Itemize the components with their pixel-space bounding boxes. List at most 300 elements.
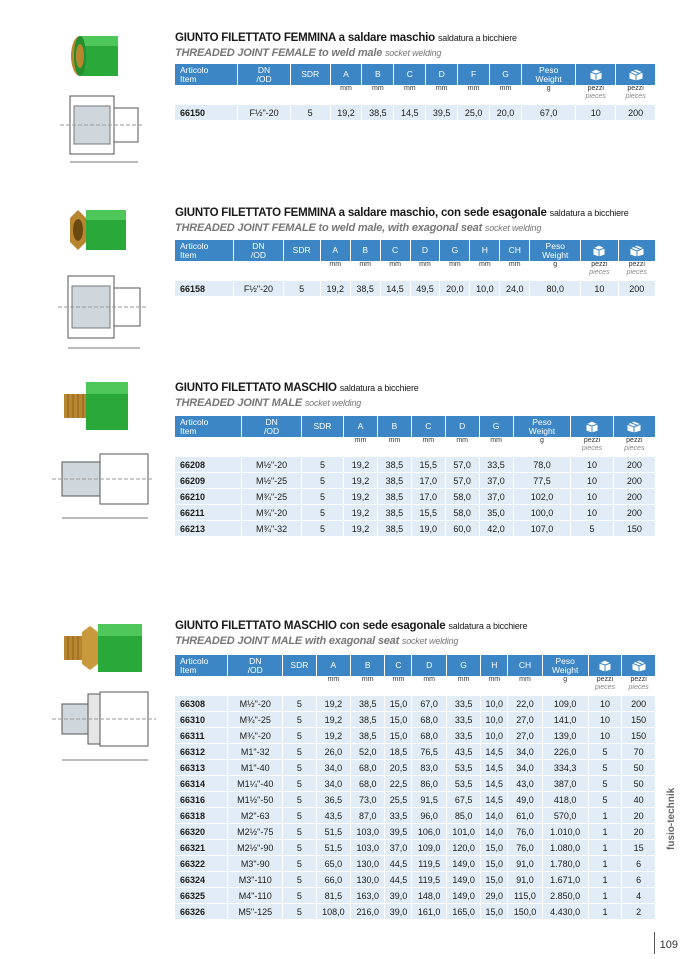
table-cell: 70 xyxy=(622,744,655,760)
table-cell: M¾"-20 xyxy=(228,728,282,744)
table-cell: 4.430,0 xyxy=(543,904,588,920)
table-cell: 25,5 xyxy=(385,792,411,808)
table-cell: 141,0 xyxy=(543,712,588,728)
table-cell: 15 xyxy=(622,840,655,856)
unit-label: mm xyxy=(359,261,371,268)
table-cell: 68,0 xyxy=(412,728,445,744)
table-cell: 5 xyxy=(302,473,343,489)
unit-label xyxy=(175,85,237,105)
section-title: GIUNTO FILETTATO MASCHIO saldatura a bicchiere xyxy=(175,382,419,394)
pieces-label: pezzi pieces xyxy=(581,437,603,452)
table-cell: 67,0 xyxy=(522,105,575,121)
table-cell: 81,5 xyxy=(317,888,350,904)
column-header: SDR xyxy=(283,655,316,676)
table-cell: 149,0 xyxy=(447,856,480,872)
table-cell: 5 xyxy=(589,792,622,808)
table-cell: 10 xyxy=(571,457,612,473)
table-cell: M3"-110 xyxy=(228,872,282,888)
table-cell: 106,0 xyxy=(412,824,445,840)
table-cell: 5 xyxy=(283,792,316,808)
column-header: Peso Weight xyxy=(514,416,571,437)
table-cell: 39,0 xyxy=(385,904,411,920)
table-row xyxy=(175,888,655,904)
pieces-label: pezzi pieces xyxy=(625,85,646,100)
table-cell: 39,5 xyxy=(426,105,457,121)
table-row xyxy=(175,856,655,872)
table-cell: 39,0 xyxy=(385,888,411,904)
table-cell: M3"-90 xyxy=(228,856,282,872)
table-cell: 1 xyxy=(589,904,622,920)
table-cell: 22,0 xyxy=(508,696,541,712)
table-cell: 38,5 xyxy=(378,473,411,489)
table-cell: 66316 xyxy=(175,792,227,808)
table-header-row xyxy=(175,240,655,261)
table-cell: 226,0 xyxy=(543,744,588,760)
unit-label: g xyxy=(540,437,544,444)
table-cell: 150,0 xyxy=(508,904,541,920)
table-row xyxy=(175,792,655,808)
table-cell: 334,3 xyxy=(543,760,588,776)
column-header: G xyxy=(440,240,469,261)
section-subtitle: THREADED JOINT MALE socket welding xyxy=(175,397,362,409)
column-header: SDR xyxy=(302,416,343,437)
table-cell: 66150 xyxy=(175,105,237,121)
units-row xyxy=(175,261,655,281)
table-cell: 20 xyxy=(622,824,655,840)
spec-table xyxy=(174,416,656,537)
pieces-label: pezzi pieces xyxy=(626,261,647,276)
table-cell: 5 xyxy=(283,808,316,824)
table-cell: 5 xyxy=(283,696,316,712)
table-cell: 200 xyxy=(614,473,655,489)
table-cell: 43,0 xyxy=(508,776,541,792)
table-cell: 19,2 xyxy=(344,457,377,473)
table-cell: 6 xyxy=(622,872,655,888)
table-row xyxy=(175,521,655,537)
units-row xyxy=(175,85,655,105)
table-cell: M¾"-25 xyxy=(228,712,282,728)
column-header: A xyxy=(331,64,362,85)
pieces-label: pezzi pieces xyxy=(624,437,645,452)
table-cell: 66324 xyxy=(175,872,227,888)
table-cell: 10,0 xyxy=(481,712,507,728)
table-cell: 44,5 xyxy=(385,856,411,872)
table-row xyxy=(175,760,655,776)
unit-label: mm xyxy=(389,261,401,268)
table-cell: 5 xyxy=(283,840,316,856)
column-header: Articolo Item xyxy=(175,416,241,437)
table-cell: 52,0 xyxy=(351,744,384,760)
table-cell: 33,5 xyxy=(480,457,513,473)
unit-label: g xyxy=(546,85,551,92)
unit-label: mm xyxy=(372,85,384,92)
unit-label: mm xyxy=(422,437,435,444)
table-cell: 68,0 xyxy=(351,776,384,792)
column-header: DN /OD xyxy=(234,240,282,261)
unit-label: mm xyxy=(519,676,531,683)
table-cell: 34,0 xyxy=(508,744,541,760)
table-cell: 103,0 xyxy=(351,824,384,840)
column-header: D xyxy=(411,240,440,261)
table-cell: 49,5 xyxy=(411,281,440,297)
table-cell: 38,5 xyxy=(351,696,384,712)
table-row xyxy=(175,872,655,888)
table-cell: 85,0 xyxy=(447,808,480,824)
table-cell: 66311 xyxy=(175,728,227,744)
unit-label: mm xyxy=(419,261,431,268)
table-cell: 51,5 xyxy=(317,840,350,856)
table-cell: 68,0 xyxy=(412,712,445,728)
table-cell: 14,5 xyxy=(481,744,507,760)
table-cell: 43,5 xyxy=(317,808,350,824)
unit-label: mm xyxy=(490,437,502,444)
table-cell: 10,0 xyxy=(481,728,507,744)
table-cell: 200 xyxy=(619,281,655,297)
table-cell: M5"-125 xyxy=(228,904,282,920)
unit-label xyxy=(283,676,316,696)
table-row xyxy=(175,712,655,728)
unit-label: mm xyxy=(340,85,352,92)
table-cell: 150 xyxy=(622,712,655,728)
table-cell: 107,0 xyxy=(514,521,571,537)
table-cell: 58,0 xyxy=(446,505,479,521)
table-cell: 27,0 xyxy=(508,728,541,744)
table-cell: 119,5 xyxy=(412,872,445,888)
table-cell: 42,0 xyxy=(480,521,513,537)
unit-label: mm xyxy=(392,676,405,683)
table-cell: 19,2 xyxy=(317,712,350,728)
unit-label: mm xyxy=(467,85,480,92)
table-cell: 216,0 xyxy=(351,904,384,920)
table-cell: 20 xyxy=(622,808,655,824)
table-cell: 35,0 xyxy=(480,505,513,521)
column-header: Peso Weight xyxy=(522,64,575,85)
table-cell: 38,5 xyxy=(351,712,384,728)
table-cell: 570,0 xyxy=(543,808,588,824)
table-cell: 37,0 xyxy=(480,489,513,505)
table-cell: 200 xyxy=(616,105,655,121)
table-cell: 19,2 xyxy=(344,489,377,505)
table-cell: 44,5 xyxy=(385,872,411,888)
table-cell: 14,0 xyxy=(481,824,507,840)
units-row xyxy=(175,437,655,457)
brand-label: fusio-technik xyxy=(666,787,677,850)
table-cell: 119,5 xyxy=(412,856,445,872)
table-cell: 5 xyxy=(283,744,316,760)
table-cell: F½"-20 xyxy=(234,281,282,297)
table-cell: 96,0 xyxy=(412,808,445,824)
table-cell: 66209 xyxy=(175,473,241,489)
unit-label xyxy=(228,676,282,696)
table-cell: 5 xyxy=(589,776,622,792)
table-cell: 14,5 xyxy=(394,105,425,121)
table-cell: 33,5 xyxy=(447,712,480,728)
table-cell: 10 xyxy=(571,505,612,521)
table-cell: 1 xyxy=(589,856,622,872)
table-cell: 27,0 xyxy=(508,712,541,728)
table-cell: 1.080,0 xyxy=(543,840,588,856)
column-header: D xyxy=(446,416,479,437)
table-cell: M¾"-32 xyxy=(242,521,301,537)
table-cell: 10 xyxy=(571,473,612,489)
table-cell: 57,0 xyxy=(446,473,479,489)
table-cell: 38,5 xyxy=(378,505,411,521)
table-cell: 5 xyxy=(302,505,343,521)
table-cell: 19,2 xyxy=(344,505,377,521)
table-cell: 50 xyxy=(622,776,655,792)
table-cell: 15,5 xyxy=(412,457,445,473)
column-header: D xyxy=(412,655,445,676)
unit-label: g xyxy=(563,676,568,683)
table-cell: 29,0 xyxy=(481,888,507,904)
section-subtitle: THREADED JOINT MALE with exagonal seat socket welding xyxy=(175,635,459,647)
section-title: GIUNTO FILETTATO FEMMINA a saldare maschio, con sede esagonale saldatura a bicchiere xyxy=(175,207,629,219)
table-cell: 15,0 xyxy=(481,872,507,888)
section-title: GIUNTO FILETTATO FEMMINA a saldare maschio saldatura a bicchiere xyxy=(175,32,517,44)
table-row xyxy=(175,473,655,489)
table-cell: 15,0 xyxy=(385,712,411,728)
table-cell: 5 xyxy=(302,489,343,505)
unit-label xyxy=(291,85,330,105)
table-cell: 14,5 xyxy=(381,281,410,297)
fitting-photo xyxy=(64,204,136,256)
column-header: Articolo Item xyxy=(175,655,227,676)
table-row xyxy=(175,281,655,297)
table-cell: 17,0 xyxy=(412,489,445,505)
table-cell: 66308 xyxy=(175,696,227,712)
pieces-label: pezzi pieces xyxy=(585,85,606,100)
table-cell: 66210 xyxy=(175,489,241,505)
table-cell: 18,5 xyxy=(385,744,411,760)
table-cell: 76,5 xyxy=(412,744,445,760)
table-cell: 15,0 xyxy=(481,840,507,856)
table-cell: 14,0 xyxy=(481,808,507,824)
table-cell: 66213 xyxy=(175,521,241,537)
table-cell: 15,0 xyxy=(481,904,507,920)
column-header: B xyxy=(351,655,384,676)
table-cell: 86,0 xyxy=(412,776,445,792)
table-cell: M2½"-75 xyxy=(228,824,282,840)
table-cell: 38,5 xyxy=(362,105,393,121)
table-cell: 200 xyxy=(622,696,655,712)
table-cell: 38,5 xyxy=(378,457,411,473)
table-cell: 149,0 xyxy=(447,888,480,904)
table-cell: 49,0 xyxy=(508,792,541,808)
table-cell: 2.850,0 xyxy=(543,888,588,904)
table-cell: 34,0 xyxy=(317,760,350,776)
table-cell: 66318 xyxy=(175,808,227,824)
page-number: 109 xyxy=(659,939,678,951)
unit-label: mm xyxy=(435,85,448,92)
table-cell: M1"-40 xyxy=(228,760,282,776)
column-header: Articolo Item xyxy=(175,64,237,85)
unit-label: mm xyxy=(499,85,512,92)
section-title: GIUNTO FILETTATO MASCHIO con sede esagonale saldatura a bicchiere xyxy=(175,620,528,632)
unit-label xyxy=(284,261,320,281)
table-cell: 80,0 xyxy=(530,281,580,297)
table-cell: 14,5 xyxy=(481,792,507,808)
table-cell: 67,5 xyxy=(447,792,480,808)
column-header: A xyxy=(344,416,377,437)
column-header: D xyxy=(426,64,457,85)
unit-label: mm xyxy=(361,676,374,683)
table-cell: 91,0 xyxy=(508,856,541,872)
unit-label xyxy=(238,85,290,105)
table-row xyxy=(175,457,655,473)
table-cell: M½"-20 xyxy=(228,696,282,712)
table-cell: 148,0 xyxy=(412,888,445,904)
pieces-label: pezzi pieces xyxy=(628,676,649,691)
table-row xyxy=(175,840,655,856)
table-cell: 66326 xyxy=(175,904,227,920)
table-cell: 66320 xyxy=(175,824,227,840)
table-cell: 66321 xyxy=(175,840,227,856)
table-cell: 1 xyxy=(589,840,622,856)
table-cell: 109,0 xyxy=(543,696,588,712)
units-row xyxy=(175,676,655,696)
unit-label xyxy=(175,437,241,457)
column-header: Articolo Item xyxy=(175,240,233,261)
table-cell: 10 xyxy=(589,712,622,728)
table-cell: 38,5 xyxy=(378,521,411,537)
table-cell: 200 xyxy=(614,457,655,473)
table-cell: 5 xyxy=(283,712,316,728)
table-cell: M½"-20 xyxy=(242,457,301,473)
pieces-icon-header xyxy=(571,416,612,437)
table-cell: 53,5 xyxy=(447,776,480,792)
table-header-row xyxy=(175,416,655,437)
column-header: CH xyxy=(500,240,529,261)
table-cell: 1 xyxy=(589,888,622,904)
table-cell: 66325 xyxy=(175,888,227,904)
table-cell: 61,0 xyxy=(508,808,541,824)
table-cell: 39,5 xyxy=(385,824,411,840)
table-cell: 51,5 xyxy=(317,824,350,840)
section-subtitle: THREADED JOINT FEMALE to weld male socket welding xyxy=(175,47,442,59)
table-cell: 165,0 xyxy=(447,904,480,920)
table-cell: 5 xyxy=(291,105,330,121)
table-cell: 5 xyxy=(283,872,316,888)
table-cell: 10 xyxy=(576,105,615,121)
table-cell: 33,5 xyxy=(447,728,480,744)
table-cell: 91,5 xyxy=(412,792,445,808)
table-cell: 115,0 xyxy=(508,888,541,904)
page-divider xyxy=(654,932,655,954)
column-header: C xyxy=(385,655,411,676)
table-cell: 102,0 xyxy=(514,489,571,505)
unit-label: mm xyxy=(456,437,469,444)
unit-label: mm xyxy=(354,437,367,444)
fitting-photo xyxy=(64,30,134,82)
table-cell: 1 xyxy=(589,872,622,888)
table-cell: 4 xyxy=(622,888,655,904)
column-header: A xyxy=(317,655,350,676)
table-cell: 10 xyxy=(571,489,612,505)
technical-drawing xyxy=(40,88,150,170)
table-cell: 5 xyxy=(284,281,320,297)
table-cell: M2"-63 xyxy=(228,808,282,824)
table-cell: M½"-25 xyxy=(242,473,301,489)
unit-label xyxy=(175,261,233,281)
table-cell: 130,0 xyxy=(351,872,384,888)
table-cell: 66158 xyxy=(175,281,233,297)
table-cell: 6 xyxy=(622,856,655,872)
table-row xyxy=(175,696,655,712)
table-cell: 67,0 xyxy=(412,696,445,712)
table-cell: M¾"-25 xyxy=(242,489,301,505)
table-cell: 25,0 xyxy=(458,105,489,121)
table-cell: 1.671,0 xyxy=(543,872,588,888)
table-cell: 15,5 xyxy=(412,505,445,521)
table-cell: 22,5 xyxy=(385,776,411,792)
table-cell: 19,2 xyxy=(317,696,350,712)
column-header: SDR xyxy=(291,64,330,85)
table-cell: 34,0 xyxy=(508,760,541,776)
column-header: C xyxy=(394,64,425,85)
table-cell: 5 xyxy=(589,744,622,760)
table-header-row xyxy=(175,655,655,676)
table-cell: 10,0 xyxy=(470,281,499,297)
column-header: SDR xyxy=(284,240,320,261)
column-header: DN /OD xyxy=(242,416,301,437)
unit-label: mm xyxy=(388,437,401,444)
table-cell: 5 xyxy=(283,760,316,776)
table-cell: M1¼"-40 xyxy=(228,776,282,792)
unit-label: mm xyxy=(508,261,521,268)
table-cell: M1½"-50 xyxy=(228,792,282,808)
table-cell: 19,2 xyxy=(344,473,377,489)
table-row xyxy=(175,904,655,920)
column-header: DN /OD xyxy=(238,64,290,85)
table-cell: 20,5 xyxy=(385,760,411,776)
carton-icon-header xyxy=(622,655,655,676)
table-cell: 19,2 xyxy=(344,521,377,537)
table-cell: 38,5 xyxy=(351,728,384,744)
table-cell: 53,5 xyxy=(447,760,480,776)
pieces-label: pezzi pieces xyxy=(589,261,610,276)
table-cell: 68,0 xyxy=(351,760,384,776)
unit-label: mm xyxy=(329,261,342,268)
table-cell: 10 xyxy=(581,281,617,297)
table-cell: 36,5 xyxy=(317,792,350,808)
table-cell: 19,2 xyxy=(317,728,350,744)
table-cell: 5 xyxy=(283,888,316,904)
table-cell: 43,5 xyxy=(447,744,480,760)
table-cell: 15,0 xyxy=(385,696,411,712)
unit-label: mm xyxy=(488,676,501,683)
table-cell: 109,0 xyxy=(412,840,445,856)
column-header: H xyxy=(481,655,507,676)
table-cell: 19,0 xyxy=(412,521,445,537)
unit-label xyxy=(175,676,227,696)
table-cell: 5 xyxy=(302,457,343,473)
table-cell: 19,2 xyxy=(321,281,350,297)
table-cell: 5 xyxy=(283,824,316,840)
pieces-icon-header xyxy=(581,240,617,261)
table-cell: 1.010,0 xyxy=(543,824,588,840)
carton-icon-header xyxy=(619,240,655,261)
unit-label xyxy=(302,437,343,457)
unit-label: mm xyxy=(457,676,470,683)
table-cell: 83,0 xyxy=(412,760,445,776)
carton-icon-header xyxy=(616,64,655,85)
table-cell: 38,5 xyxy=(351,281,380,297)
table-cell: 26,0 xyxy=(317,744,350,760)
table-cell: 5 xyxy=(589,760,622,776)
table-cell: 58,0 xyxy=(446,489,479,505)
table-cell: 10 xyxy=(589,696,622,712)
table-row xyxy=(175,489,655,505)
